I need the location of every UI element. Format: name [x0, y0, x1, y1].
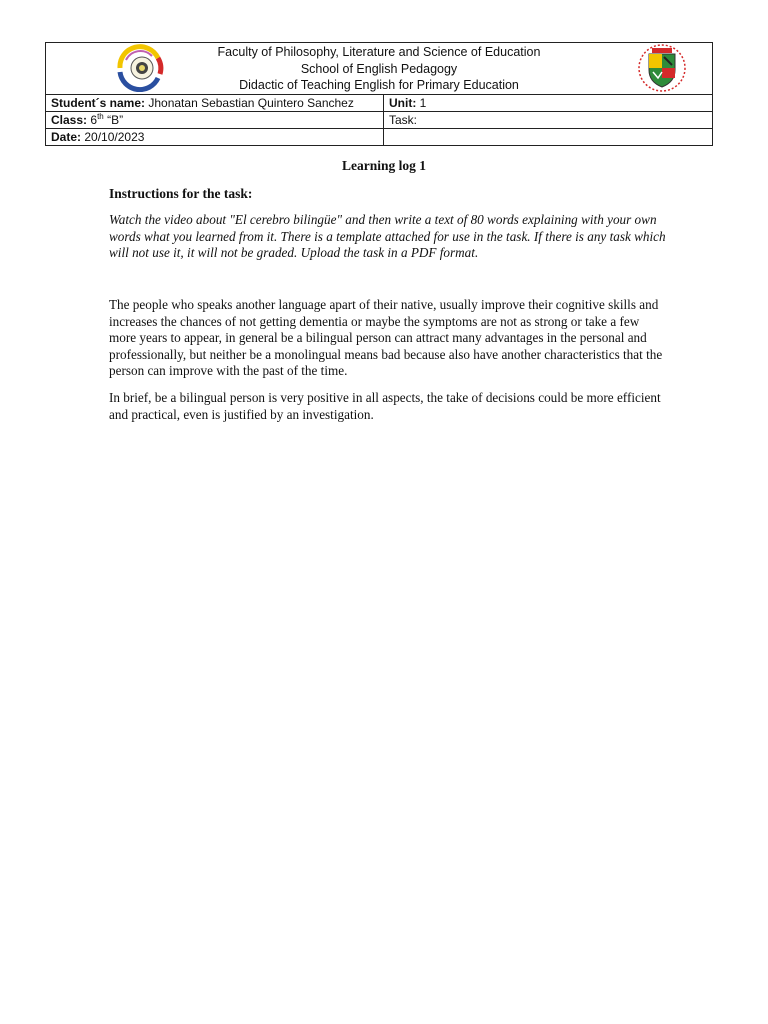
student-row	[46, 94, 713, 111]
class-label: Class:	[51, 112, 88, 127]
date-row	[46, 128, 713, 145]
course-name: Didactic of Teaching English for Primary Education	[239, 78, 519, 92]
student-name-cell	[46, 94, 384, 111]
header-title-row	[46, 43, 713, 95]
faculty-name: Faculty of Philosophy, Literature and Science of Education	[217, 45, 541, 59]
student-name-value: Jhonatan Sebastian Quintero Sanchez	[148, 95, 354, 110]
body-paragraph-1: The people who speaks another language apart of their native, usually improve their cognitive skills and increases the chances of not getting dementia or maybe the symptoms are not as strong or take a few more years to appear, in general be a bilingual person can attract many advantages in the personal and professionally, but neither be a monolingual means bad because also have another characteristics that the person can improve with the past of the time.	[109, 297, 663, 379]
instructions-title: Instructions for the task:	[109, 186, 253, 201]
date-cell	[46, 128, 384, 145]
university-crest-icon	[636, 44, 688, 92]
class-group: “B”	[107, 112, 124, 127]
class-row	[46, 111, 713, 128]
unit-label: Unit:	[389, 95, 417, 110]
school-name: School of English Pedagogy	[300, 61, 458, 76]
class-cell	[46, 111, 384, 128]
class-number: 6	[90, 112, 98, 127]
task-label: Task:	[389, 112, 418, 127]
student-name-label: Student´s name:	[51, 95, 146, 110]
unit-cell	[384, 94, 713, 111]
instructions-text: Watch the video about "El cerebro bilingüe" and then write a text of 80 words explaining with your own words what you learned from it. There is a template attached for use in the task. If there is any task which will not use it, it will not be graded. Upload the task in a PDF format.	[109, 212, 666, 261]
faculty-logo-icon	[112, 44, 168, 92]
date-label: Date:	[51, 129, 82, 144]
document-title: Learning log 1	[341, 158, 426, 173]
task-cell	[384, 111, 713, 128]
body-paragraph-2: In brief, be a bilingual person is very positive in all aspects, the take of decisions could be more efficient and practical, even is justified by an investigation.	[109, 390, 661, 422]
header-table	[45, 42, 713, 146]
empty-cell	[384, 128, 713, 145]
unit-value: 1	[419, 95, 427, 110]
header-title-cell	[46, 43, 713, 95]
date-value: 20/10/2023	[84, 129, 145, 144]
class-suffix: th	[97, 111, 104, 121]
